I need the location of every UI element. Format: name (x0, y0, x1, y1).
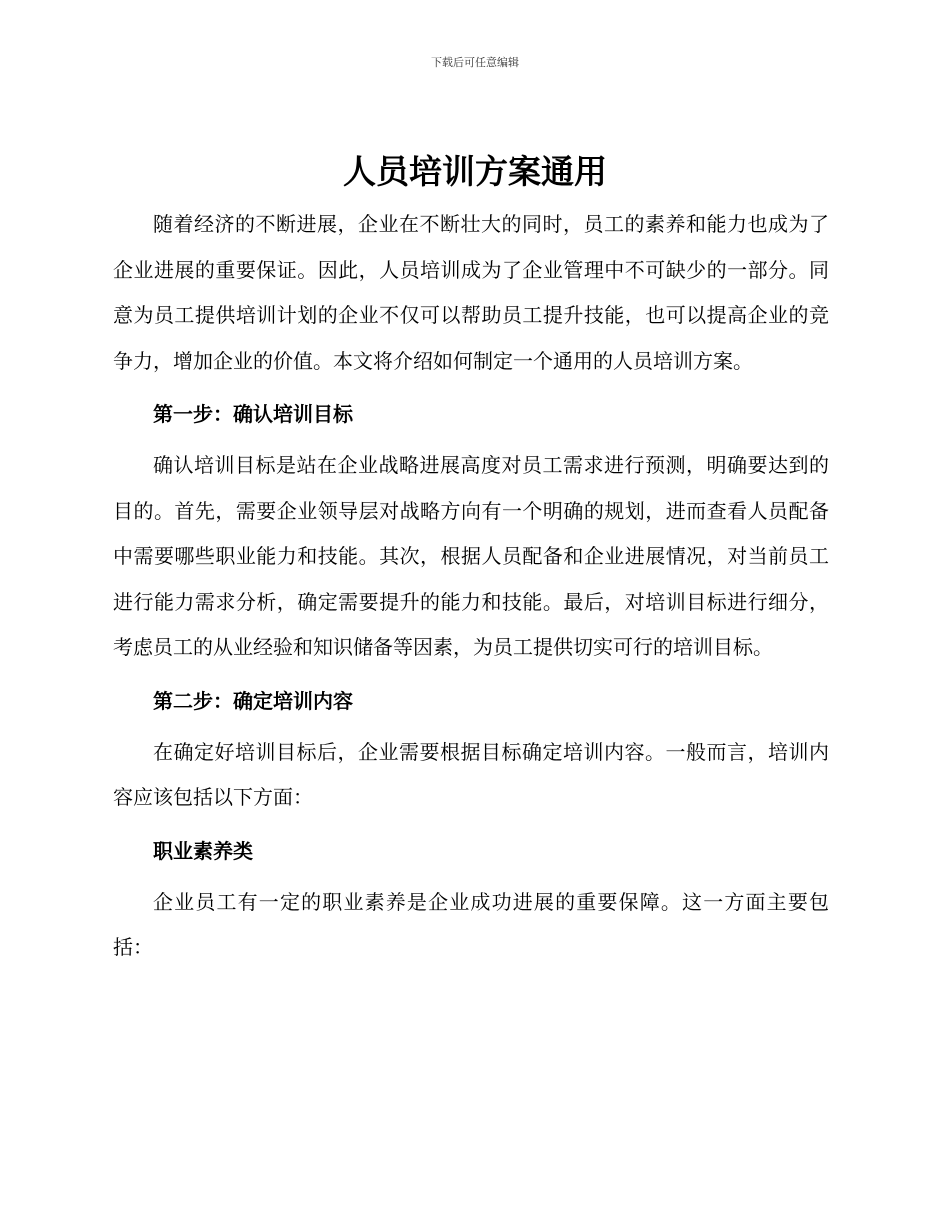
document-title: 人员培训方案通用 (343, 152, 607, 191)
step-1-paragraph: 确认培训目标是站在企业战略进展高度对员工需求进行预测，明确要达到的目的。首先，需要企业领导层对战略方向有一个明确的规划，进而查看人员配备中需要哪些职业能力和技能。其次，根据人员配备和企业进展情况，对当前员工进行能力需求分析，确定需要提升的能力和技能。最后，对培训目标进行细分，考虑员工的从业经验和知识储备等因素，为员工提供切实可行的培训目标。 (113, 453, 829, 659)
subsection-heading-professional-quality: 职业素养类 (153, 838, 253, 863)
page-header-note: 下载后可任意编辑 (431, 56, 519, 69)
section-heading-step-2: 第二步：确定培训内容 (153, 688, 353, 713)
intro-paragraph: 随着经济的不断进展，企业在不断壮大的同时，员工的素养和能力也成为了企业进展的重要保证。因此，人员培训成为了企业管理中不可缺少的一部分。同意为员工提供培训计划的企业不仅可以帮助员工提升技能，也可以提高企业的竞争力，增加企业的价值。本文将介绍如何制定一个通用的人员培训方案。 (113, 212, 829, 373)
step-2-paragraph: 在确定好培训目标后，企业需要根据目标确定培训内容。一般而言，培训内容应该包括以下方面： (113, 739, 829, 809)
section-heading-step-1: 第一步：确认培训目标 (153, 402, 353, 426)
document-body (113, 202, 829, 971)
professional-quality-paragraph: 企业员工有一定的职业素养是企业成功进展的重要保障。这一方面主要包括： (113, 889, 829, 959)
